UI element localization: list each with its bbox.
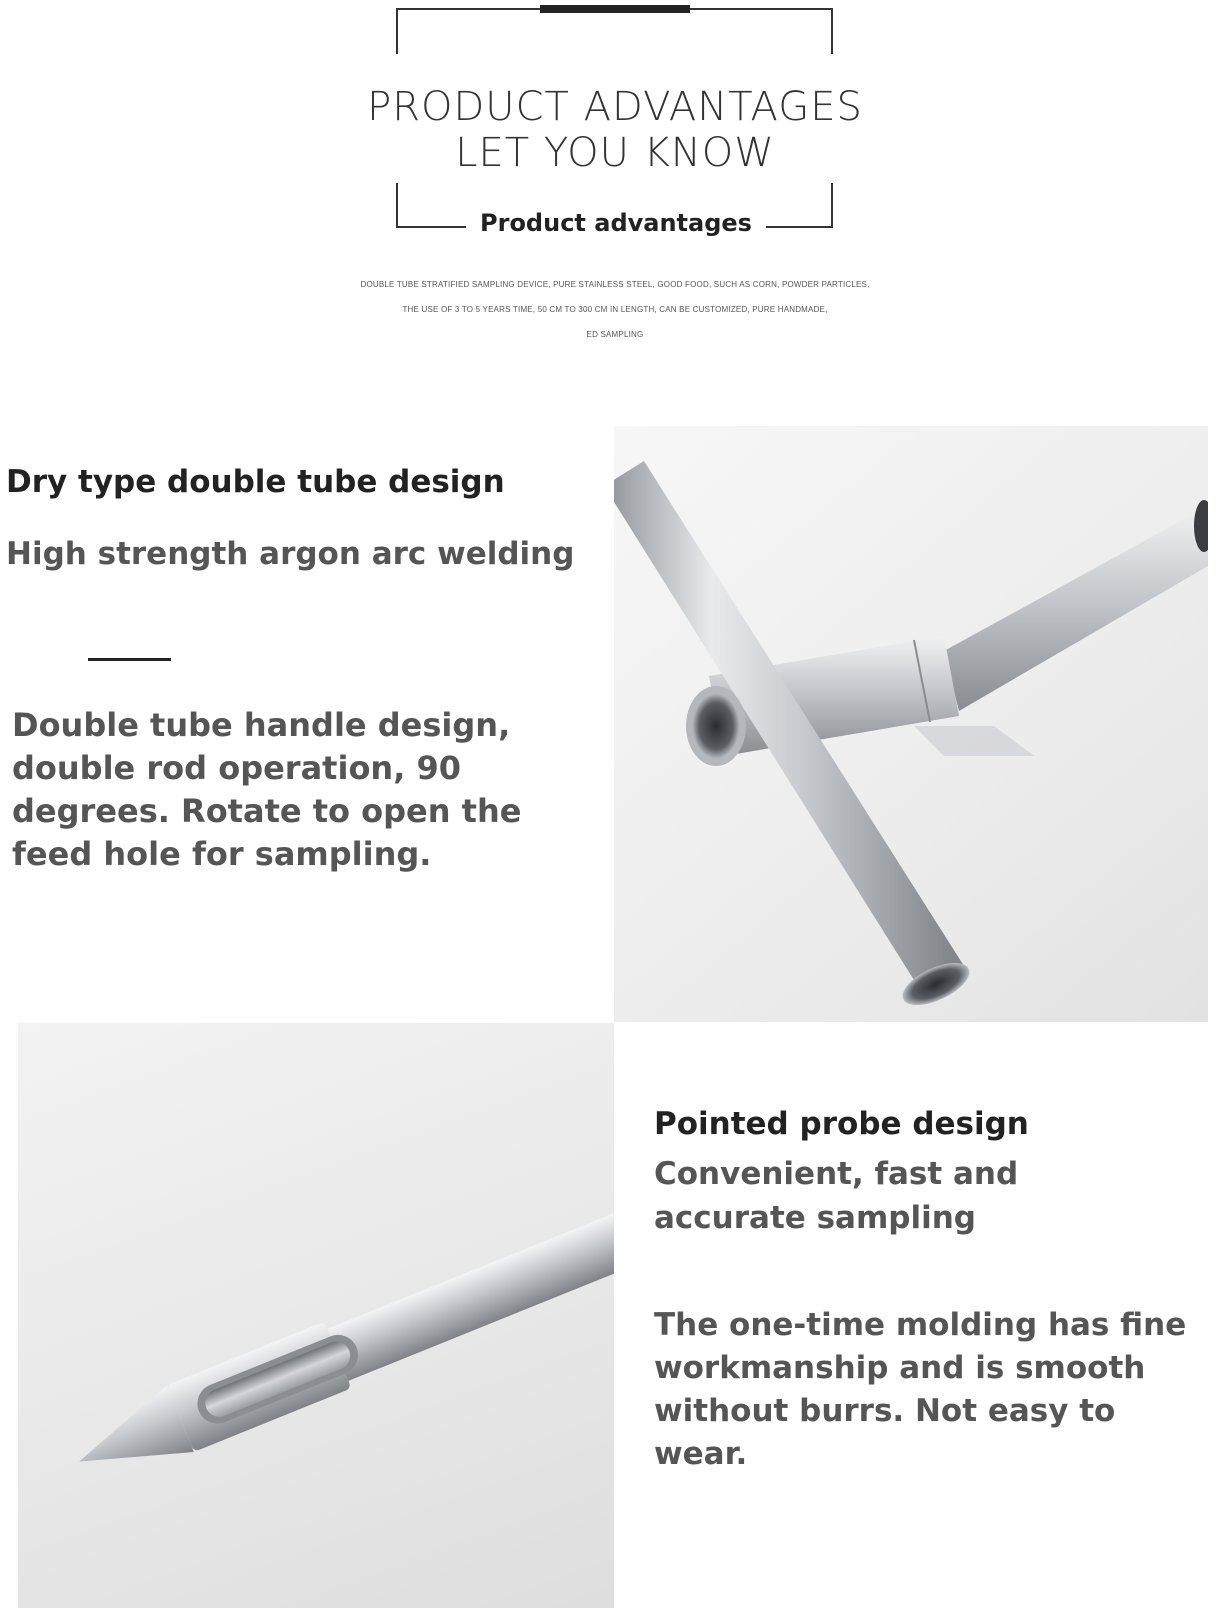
header-description-line: DOUBLE TUBE STRATIFIED SAMPLING DEVICE, PURE STAINLESS STEEL, GOOD FOOD, SUCH AS CORN, POWDER PARTICLES,: [360, 280, 870, 289]
feature-description-molding: The one-time molding has fine workmanship and is smooth without burrs. Not easy to wear.: [654, 1307, 1187, 1472]
frame-top-bar: [540, 5, 690, 13]
feature-title-probe: Pointed probe design: [654, 1106, 1029, 1142]
frame-line: [396, 8, 540, 10]
frame-line: [396, 226, 466, 228]
frame-line: [831, 183, 833, 228]
frame-line: [831, 8, 833, 54]
handle-tube-illustration: [614, 426, 1208, 1022]
page-subtitle: Product advantages: [480, 209, 752, 237]
feature-subtitle-welding: High strength argon arc welding: [6, 536, 575, 572]
header-description: [200, 272, 1030, 347]
page-title: [300, 84, 930, 176]
header-description-line: THE USE OF 3 TO 5 YEARS TIME, 50 CM TO 300 CM IN LENGTH, CAN BE CUSTOMIZED, PURE HANDMADE,: [402, 305, 828, 314]
section-divider: [88, 658, 171, 661]
feature-title-double-tube: Dry type double tube design: [6, 464, 505, 500]
page-title-line: LET YOU KNOW: [455, 130, 775, 176]
frame-line: [766, 226, 833, 228]
frame-line: [690, 8, 833, 10]
page-title-line: PRODUCT ADVANTAGES: [367, 84, 863, 130]
feature-subtitle-sampling: Convenient, fast and accurate sampling: [654, 1156, 1019, 1236]
probe-tip-illustration: [18, 1023, 614, 1608]
handle-product-image: [614, 426, 1208, 1022]
frame-line: [396, 8, 398, 54]
frame-line: [396, 183, 398, 228]
feature-description-handle: Double tube handle design, double rod operation, 90 degrees. Rotate to open the feed hole for sampling.: [12, 706, 522, 873]
probe-product-image: [18, 1023, 614, 1608]
header-description-line: ED SAMPLING: [586, 330, 644, 339]
